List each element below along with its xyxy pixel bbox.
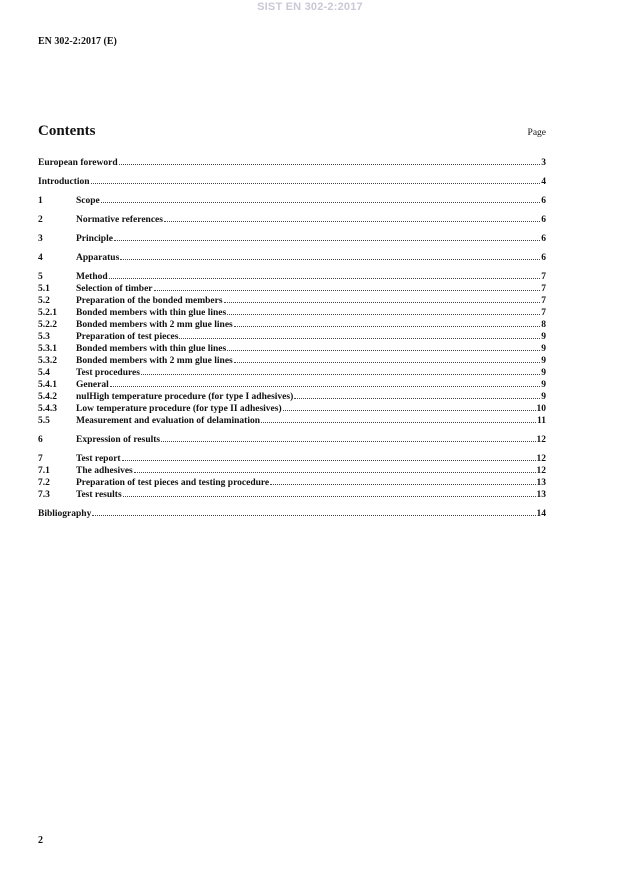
- toc-entry[interactable]: [38, 414, 546, 426]
- toc-dot-leader: [270, 476, 535, 485]
- page-number: 2: [38, 835, 43, 846]
- toc-entry-number: 6: [38, 435, 43, 445]
- toc-entry-title: Preparation of test pieces and testing procedure: [76, 478, 270, 488]
- toc-entry-title: Low temperature procedure (for type II adhesives): [76, 404, 282, 414]
- watermark: SIST EN 302-2:2017: [257, 1, 363, 13]
- toc-entry-page: 7: [541, 284, 546, 294]
- toc-entry-number: 5.4: [38, 368, 50, 378]
- toc-entry-title: nulHigh temperature procedure (for type I adhesives): [76, 392, 294, 402]
- toc-dot-leader: [141, 366, 540, 375]
- toc-entry-title: Test procedures: [76, 368, 140, 378]
- toc-entry-number: 5.5: [38, 416, 50, 426]
- toc-entry-title: Expression of results: [76, 435, 161, 445]
- toc-entry-title: Bonded members with 2 mm glue lines: [76, 320, 233, 330]
- toc-dot-leader: [179, 330, 540, 339]
- toc-entry-page: 13: [536, 490, 546, 500]
- toc-entry[interactable]: [38, 390, 546, 402]
- toc-entry-number: 5.2: [38, 296, 50, 306]
- toc-entry-page: 9: [541, 332, 546, 342]
- toc-entry-page: 9: [541, 380, 546, 390]
- toc-entry-title: Measurement and evaluation of delamination: [76, 416, 261, 426]
- toc-entry-title: Apparatus: [76, 253, 120, 263]
- toc-dot-leader: [122, 452, 536, 461]
- toc-entry-number: 7.3: [38, 490, 50, 500]
- toc-entry-page: 9: [541, 344, 546, 354]
- toc-entry[interactable]: [38, 294, 546, 306]
- toc-entry-title: Preparation of test pieces: [76, 332, 179, 342]
- toc-entry[interactable]: [38, 282, 546, 294]
- toc-entry-title: Test report: [76, 454, 121, 464]
- toc-entry-page: 12: [536, 466, 546, 476]
- toc-entry-title: The adhesives: [76, 466, 133, 476]
- toc-entry-title: European foreword: [38, 158, 118, 168]
- toc-entry-number: 5.4.1: [38, 380, 57, 390]
- toc-entry-page: 6: [541, 196, 546, 206]
- toc-entry-page: 9: [541, 368, 546, 378]
- toc-entry-page: 13: [536, 478, 546, 488]
- page-column-label: Page: [527, 128, 546, 138]
- toc-dot-leader: [92, 507, 535, 516]
- toc-entry[interactable]: [38, 507, 546, 519]
- toc-entry-title: Test results: [76, 490, 122, 500]
- toc-entry-title: Bibliography: [38, 509, 92, 519]
- toc-entry[interactable]: [38, 251, 546, 263]
- toc-entry-title: Principle: [76, 234, 113, 244]
- toc-entry-page: 9: [541, 392, 546, 402]
- toc-dot-leader: [119, 156, 541, 165]
- toc-entry[interactable]: [38, 378, 546, 390]
- toc-dot-leader: [164, 213, 540, 222]
- toc-entry-page: 10: [536, 404, 546, 414]
- toc-dot-leader: [283, 402, 536, 411]
- toc-entry-number: 1: [38, 196, 43, 206]
- contents-heading: Contents: [38, 123, 96, 139]
- toc-entry[interactable]: [38, 318, 546, 330]
- toc-dot-leader: [234, 318, 541, 327]
- toc-entry[interactable]: [38, 306, 546, 318]
- toc-entry[interactable]: [38, 194, 546, 206]
- toc-entry-number: 7: [38, 454, 43, 464]
- toc-dot-leader: [134, 464, 536, 473]
- toc-entry-title: Preparation of the bonded members: [76, 296, 223, 306]
- toc-entry-number: 2: [38, 215, 43, 225]
- toc-entry-title: Method: [76, 272, 108, 282]
- toc-entry[interactable]: [38, 175, 546, 187]
- toc-dot-leader: [294, 390, 540, 399]
- toc-dot-leader: [224, 294, 541, 303]
- toc-dot-leader: [114, 232, 540, 241]
- toc-entry-page: 12: [536, 454, 546, 464]
- toc-entry-title: Scope: [76, 196, 100, 206]
- toc-entry-number: 5.2.1: [38, 308, 57, 318]
- toc-entry[interactable]: [38, 402, 546, 414]
- toc-entry[interactable]: [38, 156, 546, 168]
- toc-entry-page: 14: [536, 509, 546, 519]
- toc-entry-page: 7: [541, 308, 546, 318]
- toc-entry[interactable]: [38, 488, 546, 500]
- table-of-contents: [38, 156, 546, 519]
- toc-entry-number: 5.4.2: [38, 392, 57, 402]
- toc-entry-page: 8: [541, 320, 546, 330]
- toc-entry-page: 11: [537, 416, 546, 426]
- toc-entry-number: 5.4.3: [38, 404, 57, 414]
- toc-dot-leader: [261, 414, 536, 423]
- toc-entry-page: 7: [541, 296, 546, 306]
- toc-entry[interactable]: [38, 464, 546, 476]
- toc-entry-number: 5.3.1: [38, 344, 57, 354]
- toc-entry-page: 12: [536, 435, 546, 445]
- toc-entry-page: 9: [541, 356, 546, 366]
- toc-entry-number: 4: [38, 253, 43, 263]
- toc-entry-page: 6: [541, 253, 546, 263]
- toc-dot-leader: [101, 194, 541, 203]
- toc-entry[interactable]: [38, 366, 546, 378]
- toc-entry-number: 5.3: [38, 332, 50, 342]
- toc-dot-leader: [161, 433, 535, 442]
- toc-entry[interactable]: [38, 476, 546, 488]
- toc-dot-leader: [123, 488, 536, 497]
- toc-dot-leader: [154, 282, 541, 291]
- toc-entry-page: 7: [541, 272, 546, 282]
- toc-entry-title: Selection of timber: [76, 284, 153, 294]
- toc-entry[interactable]: [38, 270, 546, 282]
- toc-entry-page: 4: [541, 177, 546, 187]
- toc-dot-leader: [120, 251, 540, 260]
- toc-dot-leader: [91, 175, 541, 184]
- toc-entry[interactable]: [38, 232, 546, 244]
- toc-entry-page: 6: [541, 234, 546, 244]
- toc-entry-title: Bonded members with thin glue lines: [76, 344, 227, 354]
- toc-entry[interactable]: [38, 433, 546, 445]
- toc-dot-leader: [234, 354, 541, 363]
- toc-entry-title: Normative references: [76, 215, 163, 225]
- toc-entry-title: General: [76, 380, 109, 390]
- toc-entry-number: 5.2.2: [38, 320, 57, 330]
- toc-entry[interactable]: [38, 354, 546, 366]
- toc-dot-leader: [227, 306, 540, 315]
- toc-entry[interactable]: [38, 452, 546, 464]
- toc-dot-leader: [109, 270, 541, 279]
- toc-entry[interactable]: [38, 330, 546, 342]
- toc-dot-leader: [227, 342, 540, 351]
- document-id: EN 302-2:2017 (E): [38, 36, 117, 47]
- toc-entry-number: 3: [38, 234, 43, 244]
- toc-entry-number: 7.1: [38, 466, 50, 476]
- toc-entry-title: Bonded members with 2 mm glue lines: [76, 356, 233, 366]
- toc-entry-page: 6: [541, 215, 546, 225]
- toc-entry-number: 5: [38, 272, 43, 282]
- toc-dot-leader: [110, 378, 541, 387]
- toc-entry[interactable]: [38, 342, 546, 354]
- toc-entry-number: 5.3.2: [38, 356, 57, 366]
- toc-entry-number: 5.1: [38, 284, 50, 294]
- toc-entry-page: 3: [541, 158, 546, 168]
- toc-entry-title: Bonded members with thin glue lines: [76, 308, 227, 318]
- toc-entry[interactable]: [38, 213, 546, 225]
- toc-entry-title: Introduction: [38, 177, 90, 187]
- toc-entry-number: 7.2: [38, 478, 50, 488]
